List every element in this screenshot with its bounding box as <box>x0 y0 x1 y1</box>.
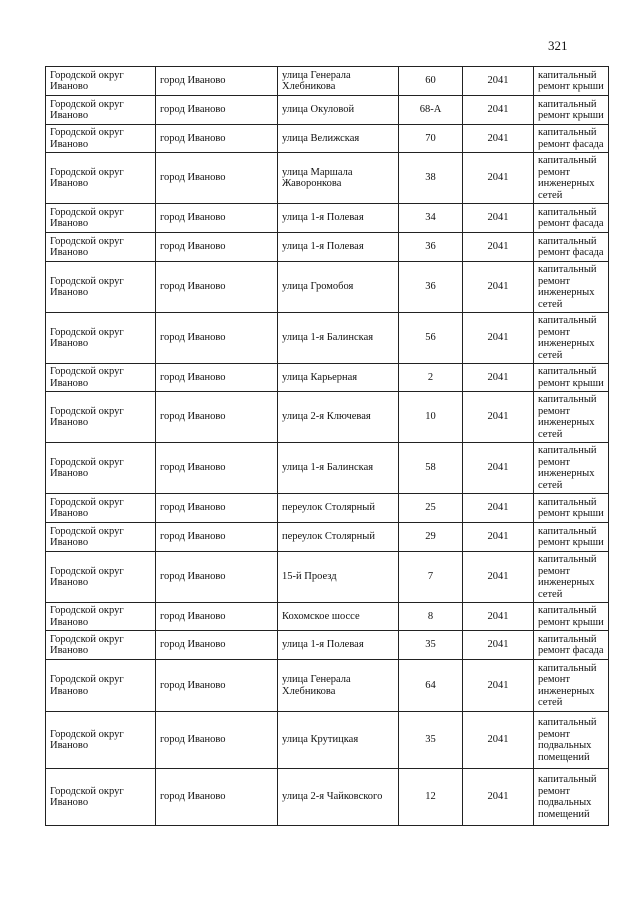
year-cell: 2041 <box>463 712 534 769</box>
district-cell: Городской округ Иваново <box>46 204 156 233</box>
table-row <box>46 364 609 392</box>
street-cell: улица Маршала Жаворонкова <box>278 153 399 204</box>
work-type-cell: капитальный ремонт инженерных сетей <box>534 153 609 204</box>
street-cell: улица 2-я Ключевая <box>278 392 399 443</box>
street-cell: улица Крутицкая <box>278 712 399 769</box>
work-type-cell: капитальный ремонт инженерных сетей <box>534 392 609 443</box>
work-type-cell: капитальный ремонт крыши <box>534 364 609 392</box>
district-cell: Городской округ Иваново <box>46 233 156 262</box>
street-cell: улица Велижская <box>278 125 399 153</box>
city-cell: город Иваново <box>156 262 278 313</box>
street-cell: 15-й Проезд <box>278 552 399 603</box>
house-number-cell: 35 <box>399 631 463 660</box>
district-cell: Городской округ Иваново <box>46 67 156 96</box>
house-number-cell: 64 <box>399 660 463 712</box>
district-cell: Городской округ Иваново <box>46 153 156 204</box>
house-number-cell: 7 <box>399 552 463 603</box>
table-row <box>46 603 609 631</box>
city-cell: город Иваново <box>156 204 278 233</box>
year-cell: 2041 <box>463 233 534 262</box>
district-cell: Городской округ Иваново <box>46 552 156 603</box>
table-row <box>46 153 609 204</box>
work-type-cell: капитальный ремонт инженерных сетей <box>534 313 609 364</box>
table-row <box>46 233 609 262</box>
district-cell: Городской округ Иваново <box>46 392 156 443</box>
work-type-cell: капитальный ремонт подвальных помещений <box>534 712 609 769</box>
year-cell: 2041 <box>463 392 534 443</box>
house-number-cell: 38 <box>399 153 463 204</box>
work-type-cell: капитальный ремонт фасада <box>534 204 609 233</box>
table-row <box>46 552 609 603</box>
district-cell: Городской округ Иваново <box>46 125 156 153</box>
work-type-cell: капитальный ремонт подвальных помещений <box>534 769 609 826</box>
district-cell: Городской округ Иваново <box>46 523 156 552</box>
year-cell: 2041 <box>463 125 534 153</box>
house-number-cell: 56 <box>399 313 463 364</box>
work-type-cell: капитальный ремонт крыши <box>534 523 609 552</box>
year-cell: 2041 <box>463 204 534 233</box>
street-cell: улица Окуловой <box>278 96 399 125</box>
district-cell: Городской округ Иваново <box>46 769 156 826</box>
street-cell: улица Генерала Хлебникова <box>278 67 399 96</box>
district-cell: Городской округ Иваново <box>46 603 156 631</box>
year-cell: 2041 <box>463 769 534 826</box>
work-type-cell: капитальный ремонт крыши <box>534 96 609 125</box>
house-number-cell: 60 <box>399 67 463 96</box>
street-cell: улица 1-я Полевая <box>278 631 399 660</box>
district-cell: Городской округ Иваново <box>46 660 156 712</box>
house-number-cell: 12 <box>399 769 463 826</box>
house-number-cell: 58 <box>399 443 463 494</box>
city-cell: город Иваново <box>156 523 278 552</box>
work-type-cell: капитальный ремонт фасада <box>534 631 609 660</box>
street-cell: Кохомское шоссе <box>278 603 399 631</box>
street-cell: улица 2-я Чайковского <box>278 769 399 826</box>
table-row <box>46 443 609 494</box>
year-cell: 2041 <box>463 603 534 631</box>
street-cell: улица Карьерная <box>278 364 399 392</box>
table-row <box>46 631 609 660</box>
work-type-cell: капитальный ремонт фасада <box>534 125 609 153</box>
repair-schedule-table <box>45 66 609 826</box>
city-cell: город Иваново <box>156 364 278 392</box>
year-cell: 2041 <box>463 552 534 603</box>
table-row <box>46 125 609 153</box>
district-cell: Городской округ Иваново <box>46 443 156 494</box>
city-cell: город Иваново <box>156 443 278 494</box>
city-cell: город Иваново <box>156 96 278 125</box>
work-type-cell: капитальный ремонт крыши <box>534 494 609 523</box>
district-cell: Городской округ Иваново <box>46 494 156 523</box>
year-cell: 2041 <box>463 443 534 494</box>
year-cell: 2041 <box>463 364 534 392</box>
city-cell: город Иваново <box>156 712 278 769</box>
city-cell: город Иваново <box>156 769 278 826</box>
house-number-cell: 36 <box>399 233 463 262</box>
street-cell: улица 1-я Балинская <box>278 443 399 494</box>
city-cell: город Иваново <box>156 660 278 712</box>
table-row <box>46 712 609 769</box>
work-type-cell: капитальный ремонт фасада <box>534 233 609 262</box>
table-row <box>46 660 609 712</box>
house-number-cell: 70 <box>399 125 463 153</box>
house-number-cell: 36 <box>399 262 463 313</box>
year-cell: 2041 <box>463 262 534 313</box>
year-cell: 2041 <box>463 67 534 96</box>
street-cell: улица 1-я Балинская <box>278 313 399 364</box>
page-number: 321 <box>548 38 568 53</box>
city-cell: город Иваново <box>156 313 278 364</box>
work-type-cell: капитальный ремонт инженерных сетей <box>534 660 609 712</box>
street-cell: переулок Столярный <box>278 523 399 552</box>
house-number-cell: 8 <box>399 603 463 631</box>
year-cell: 2041 <box>463 523 534 552</box>
district-cell: Городской округ Иваново <box>46 262 156 313</box>
table-row <box>46 769 609 826</box>
district-cell: Городской округ Иваново <box>46 364 156 392</box>
city-cell: город Иваново <box>156 552 278 603</box>
table-row <box>46 96 609 125</box>
street-cell: улица Громобоя <box>278 262 399 313</box>
year-cell: 2041 <box>463 96 534 125</box>
work-type-cell: капитальный ремонт крыши <box>534 603 609 631</box>
district-cell: Городской округ Иваново <box>46 96 156 125</box>
district-cell: Городской округ Иваново <box>46 631 156 660</box>
city-cell: город Иваново <box>156 392 278 443</box>
table-row <box>46 494 609 523</box>
city-cell: город Иваново <box>156 631 278 660</box>
table-row <box>46 204 609 233</box>
work-type-cell: капитальный ремонт инженерных сетей <box>534 443 609 494</box>
work-type-cell: капитальный ремонт инженерных сетей <box>534 262 609 313</box>
city-cell: город Иваново <box>156 67 278 96</box>
work-type-cell: капитальный ремонт инженерных сетей <box>534 552 609 603</box>
house-number-cell: 10 <box>399 392 463 443</box>
table-row <box>46 313 609 364</box>
house-number-cell: 25 <box>399 494 463 523</box>
street-cell: переулок Столярный <box>278 494 399 523</box>
house-number-cell: 34 <box>399 204 463 233</box>
city-cell: город Иваново <box>156 494 278 523</box>
city-cell: город Иваново <box>156 125 278 153</box>
table-row <box>46 523 609 552</box>
street-cell: улица 1-я Полевая <box>278 233 399 262</box>
city-cell: город Иваново <box>156 153 278 204</box>
year-cell: 2041 <box>463 494 534 523</box>
table-row <box>46 262 609 313</box>
table-row <box>46 67 609 96</box>
house-number-cell: 68-А <box>399 96 463 125</box>
work-type-cell: капитальный ремонт крыши <box>534 67 609 96</box>
year-cell: 2041 <box>463 631 534 660</box>
district-cell: Городской округ Иваново <box>46 712 156 769</box>
city-cell: город Иваново <box>156 603 278 631</box>
city-cell: город Иваново <box>156 233 278 262</box>
year-cell: 2041 <box>463 660 534 712</box>
house-number-cell: 2 <box>399 364 463 392</box>
house-number-cell: 35 <box>399 712 463 769</box>
house-number-cell: 29 <box>399 523 463 552</box>
street-cell: улица 1-я Полевая <box>278 204 399 233</box>
year-cell: 2041 <box>463 313 534 364</box>
year-cell: 2041 <box>463 153 534 204</box>
district-cell: Городской округ Иваново <box>46 313 156 364</box>
table-row <box>46 392 609 443</box>
street-cell: улица Генерала Хлебникова <box>278 660 399 712</box>
